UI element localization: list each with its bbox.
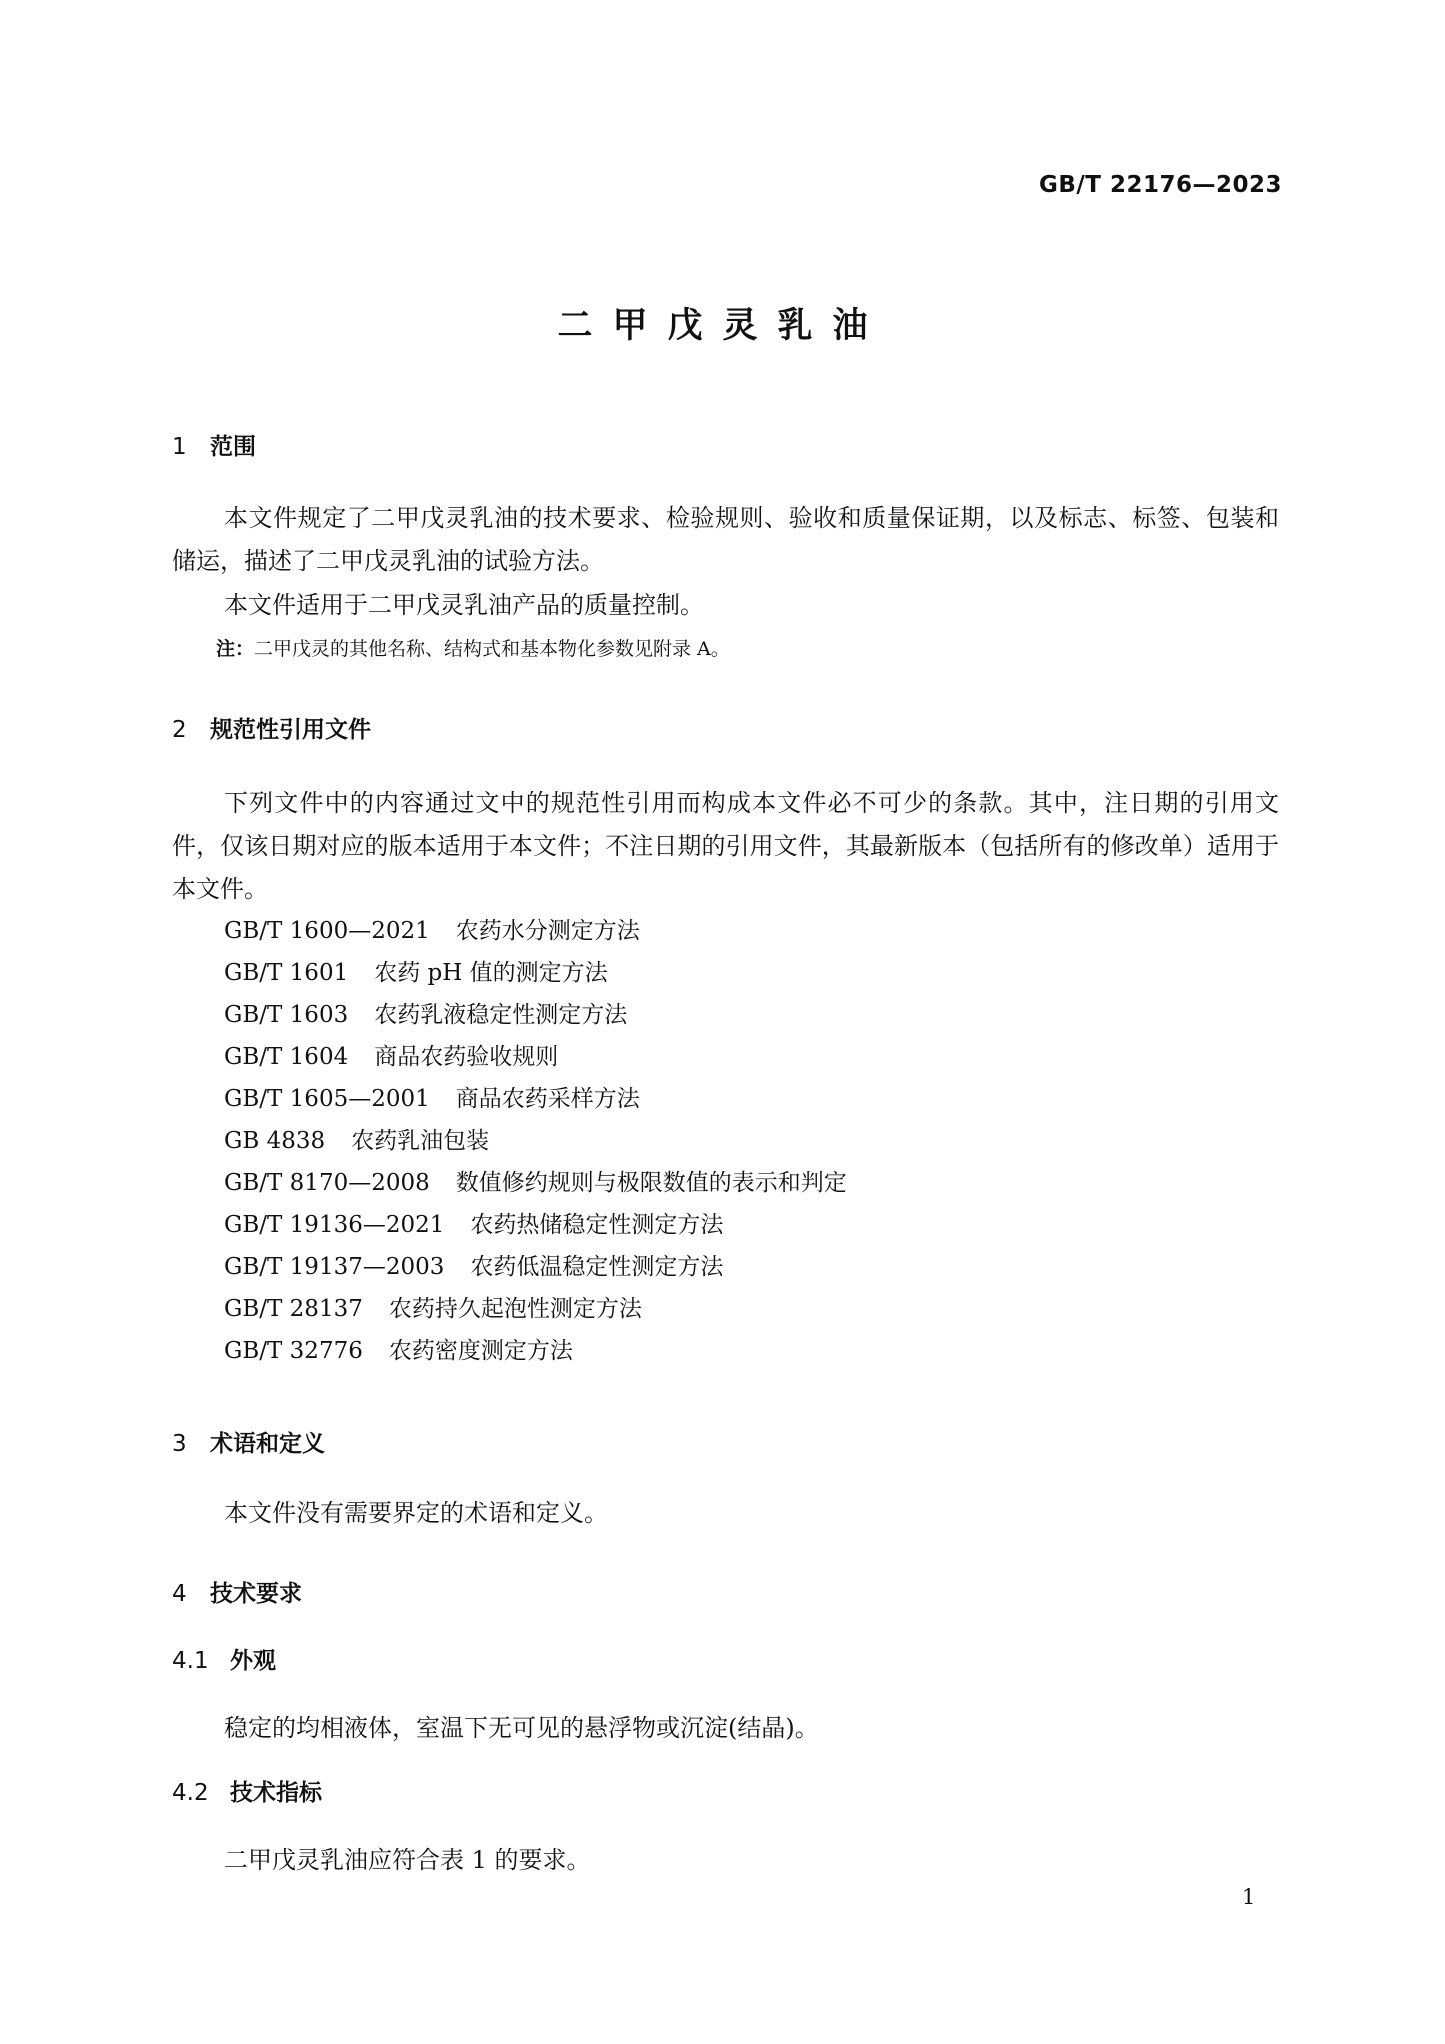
reference-code: GB/T 32776 (224, 1338, 363, 1364)
section-1-number: 1 (172, 434, 187, 460)
reference-name: 农药热储稳定性测定方法 (470, 1212, 724, 1238)
reference-name: 农药水分测定方法 (455, 918, 640, 944)
reference-name: 农药持久起泡性测定方法 (388, 1296, 642, 1322)
section-4-1-paragraph-1: 稳定的均相液体，室温下无可见的悬浮物或沉淀(结晶)。 (224, 1714, 819, 1742)
section-2-paragraph-1: 下列文件中的内容通过文中的规范性引用而构成本文件必不可少的条款。其中，注日期的引用文件，仅该日期对应的版本适用于本文件；不注日期的引用文件，其最新版本（包括所有的修改单）适用于本文件。 (172, 789, 1279, 903)
section-4-1-number: 4.1 (172, 1648, 209, 1674)
section-4-title: 技术要求 (210, 1581, 302, 1607)
reference-code: GB/T 19137—2003 (224, 1254, 445, 1280)
reference-item (224, 1162, 847, 1204)
reference-item (224, 1204, 847, 1246)
reference-code: GB/T 1600—2021 (224, 918, 430, 944)
page-number: 1 (1242, 1885, 1256, 1909)
reference-code: GB/T 1603 (224, 1002, 349, 1028)
normative-references-list (224, 910, 847, 1372)
reference-item (224, 1246, 847, 1288)
section-1-title: 范围 (210, 434, 256, 460)
reference-name: 商品农药采样方法 (455, 1086, 640, 1112)
reference-code: GB/T 19136—2021 (224, 1212, 445, 1238)
section-1-note (216, 634, 730, 661)
document-title: 二甲戊灵乳油 (557, 306, 888, 346)
reference-code: GB 4838 (224, 1128, 326, 1154)
section-1-paragraph-1: 本文件规定了二甲戊灵乳油的技术要求、检验规则、验收和质量保证期，以及标志、标签、包装和储运，描述了二甲戊灵乳油的试验方法。 (172, 504, 1279, 575)
section-1-paragraph-2: 本文件适用于二甲戊灵乳油产品的质量控制。 (224, 591, 704, 619)
section-3-title: 术语和定义 (210, 1431, 325, 1457)
note-label: 注： (216, 638, 255, 660)
reference-code: GB/T 1601 (224, 960, 349, 986)
reference-code: GB/T 1605—2001 (224, 1086, 430, 1112)
section-4-2-number: 4.2 (172, 1780, 209, 1806)
reference-item (224, 1036, 847, 1078)
reference-code: GB/T 8170—2008 (224, 1170, 430, 1196)
note-text: 二甲戊灵的其他名称、结构式和基本物化参数见附录 A。 (254, 638, 730, 660)
standard-code: GB/T 22176—2023 (1038, 172, 1282, 198)
section-4-2-title: 技术指标 (230, 1780, 322, 1806)
section-3-number: 3 (172, 1431, 187, 1457)
section-4-2-heading (172, 1774, 322, 1807)
section-4-heading (172, 1575, 302, 1608)
section-4-1-title: 外观 (230, 1648, 276, 1674)
section-4-2-paragraph-1: 二甲戊灵乳油应符合表 1 的要求。 (224, 1846, 591, 1874)
reference-name: 商品农药验收规则 (374, 1044, 559, 1070)
reference-name: 农药乳油包装 (351, 1128, 490, 1154)
reference-item (224, 1288, 847, 1330)
section-3-paragraph-1: 本文件没有需要界定的术语和定义。 (224, 1499, 608, 1527)
section-2-title: 规范性引用文件 (210, 717, 371, 743)
reference-item (224, 994, 847, 1036)
reference-code: GB/T 1604 (224, 1044, 349, 1070)
section-2-heading (172, 711, 371, 744)
section-4-1-heading (172, 1642, 276, 1675)
reference-name: 农药 pH 值的测定方法 (374, 960, 608, 986)
reference-name: 农药低温稳定性测定方法 (470, 1254, 724, 1280)
section-2-number: 2 (172, 717, 187, 743)
reference-code: GB/T 28137 (224, 1296, 363, 1322)
reference-name: 农药密度测定方法 (388, 1338, 573, 1364)
reference-item (224, 952, 847, 994)
reference-name: 数值修约规则与极限数值的表示和判定 (455, 1170, 847, 1196)
section-1-heading (172, 428, 256, 461)
reference-item (224, 1330, 847, 1372)
section-4-number: 4 (172, 1581, 187, 1607)
section-3-heading (172, 1425, 325, 1458)
reference-item (224, 1078, 847, 1120)
reference-item (224, 910, 847, 952)
reference-item (224, 1120, 847, 1162)
reference-name: 农药乳液稳定性测定方法 (374, 1002, 628, 1028)
